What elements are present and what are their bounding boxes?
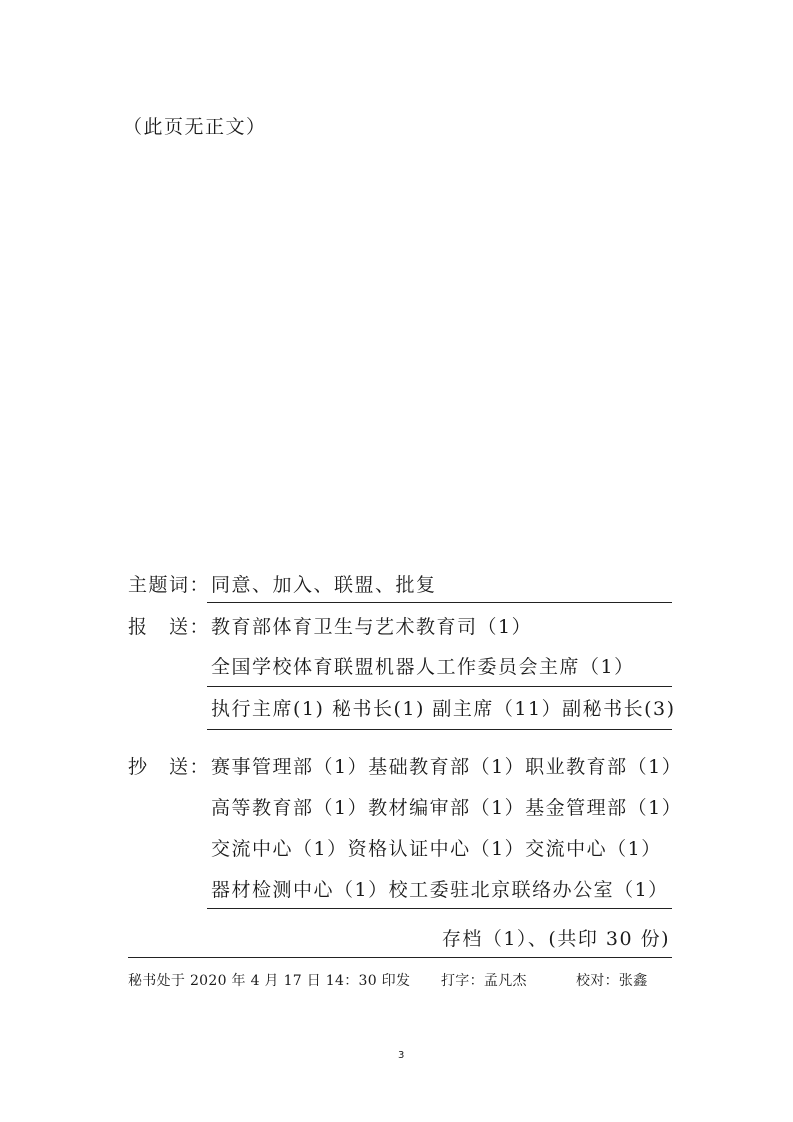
archive-note: 存档（1）、(共印 30 份): [441, 928, 670, 950]
report-rule: [207, 686, 672, 687]
copy-to-line: 器材检测中心（1）校工委驻北京联络办公室（1）: [211, 879, 669, 901]
archive-rule: [128, 957, 672, 958]
report-to-label: 报 送：: [128, 616, 211, 638]
no-content-note: （此页无正文）: [123, 116, 267, 138]
typist-info: 打字：孟凡杰: [441, 973, 527, 989]
subject-keywords: 同意、加入、联盟、批复: [211, 574, 437, 596]
copy-to-line: 高等教育部（1）教材编审部（1）基金管理部（1）: [211, 797, 683, 819]
page-number: 3: [398, 1050, 405, 1061]
copy-rule: [207, 908, 672, 909]
copy-to-line: 交流中心（1）资格认证中心（1）交流中心（1）: [211, 838, 662, 860]
report-to-line: 全国学校体育联盟机器人工作委员会主席（1）: [211, 656, 635, 678]
report-end-rule: [207, 729, 672, 730]
report-to-line: 执行主席(1) 秘书长(1) 副主席（11）副秘书长(3): [211, 698, 676, 720]
subject-label: 主题词：: [128, 574, 211, 596]
copy-to-line: 赛事管理部（1）基础教育部（1）职业教育部（1）: [211, 756, 683, 778]
issue-info: 秘书处于 2020 年 4 月 17 日 14：30 印发: [128, 973, 411, 989]
subject-rule: [207, 602, 672, 603]
copy-to-label: 抄 送：: [128, 756, 211, 778]
report-to-line: 教育部体育卫生与艺术教育司（1）: [211, 616, 533, 638]
proofreader-info: 校对：张鑫: [576, 973, 648, 989]
